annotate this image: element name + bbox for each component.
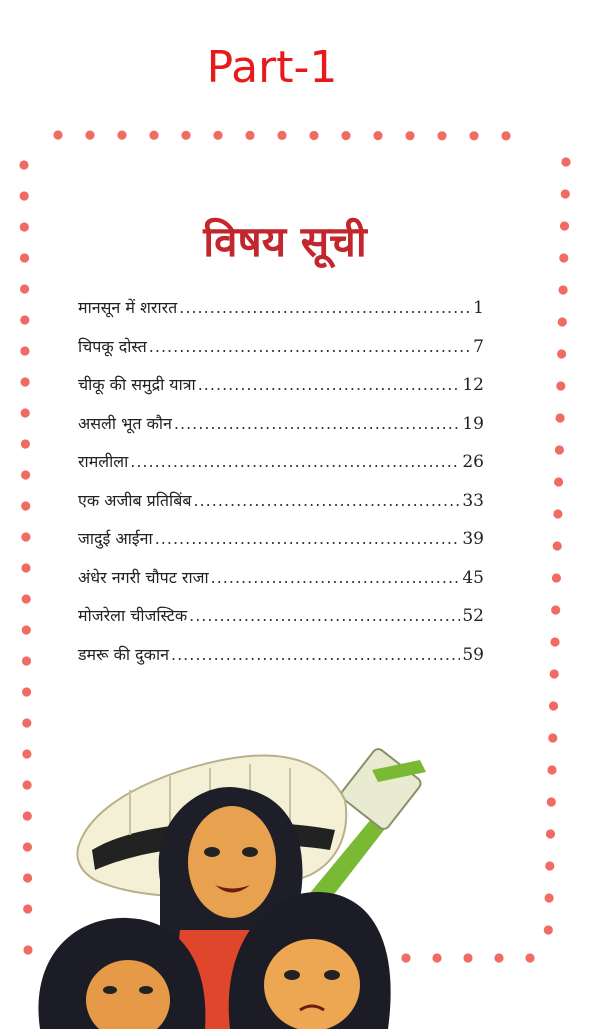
- toc-entry-page: 52: [462, 606, 484, 626]
- toc-entry-title: डमरू की दुकान: [78, 644, 169, 664]
- toc-entry-page: 7: [473, 336, 484, 357]
- toc-entry-page: 19: [462, 413, 484, 434]
- table-of-contents-heading: विषय सूची: [203, 217, 367, 266]
- toc-entry-page: 33: [462, 490, 484, 511]
- toc-entry-page: 39: [462, 529, 484, 549]
- toc-entry-page: 1: [473, 298, 484, 318]
- toc-entry-title: एक अजीब प्रतिबिंब: [78, 490, 192, 510]
- toc-entry-page: 45: [462, 567, 484, 588]
- toc-entry-page: 26: [462, 452, 484, 472]
- part-title: Part-1: [206, 42, 338, 93]
- toc-entry-title: मानसून में शरारत: [78, 298, 178, 317]
- toc-entry-title: जादुई आईना: [78, 529, 153, 548]
- toc-entry-title: चीकू की समुद्री यात्रा: [78, 375, 196, 394]
- toc-entry-title: चिपकू दोस्त: [78, 336, 147, 356]
- toc-entry-page: 12: [462, 375, 484, 395]
- toc-entry-title: असली भूत कौन: [78, 413, 172, 433]
- toc-entry-title: मोजरेला चीजस्टिक: [78, 606, 188, 625]
- toc-entry-title: अंधेर नगरी चौपट राजा: [78, 567, 209, 587]
- toc-entry-page: 59: [462, 644, 484, 665]
- toc-entry-title: रामलीला: [78, 452, 129, 471]
